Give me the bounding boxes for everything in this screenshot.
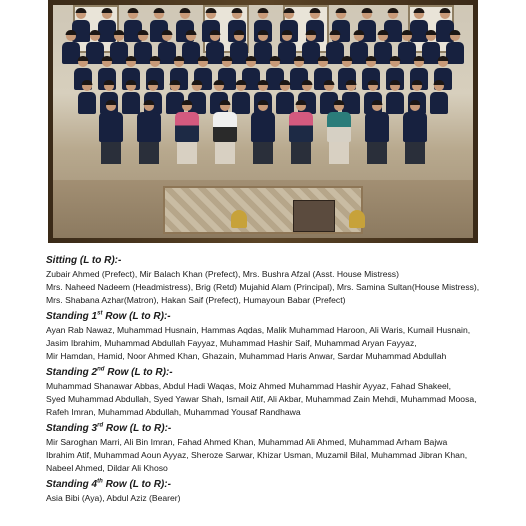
person-hair (366, 56, 377, 61)
person-hair (378, 30, 389, 35)
section-heading (46, 478, 486, 492)
person-hair (148, 80, 159, 85)
sitting-row (53, 101, 473, 164)
person-figure (327, 101, 351, 164)
caption-section-row-4 (46, 478, 486, 505)
name-line: Syed Muhammad Abdullah, Syed Yawar Shah, Ismail Atif, Ali Akbar, Muhammad Zain Mehdi, Muhammad Moosa, (46, 394, 477, 404)
caption-section-sitting (46, 254, 486, 307)
person-figure (403, 101, 427, 164)
person-hair (106, 100, 117, 105)
section-heading (46, 310, 486, 324)
person-hair (414, 56, 425, 61)
person-hair (334, 100, 345, 105)
person-hair (170, 80, 181, 85)
name-line: Mrs. Naheed Nadeem (Headmistress), Brig (Retd) Mujahid Alam (Principal), Mrs. Samina Sultan(House Mistress), (46, 282, 480, 292)
person-hair (346, 80, 357, 85)
person-legs (177, 142, 197, 164)
name-line: Jasim Ibrahim, Muhammad Abdullah Fayyaz, Muhammad Hashir Saif, Muhammad Aryan Fayyaz, (46, 338, 417, 348)
section-heading (46, 422, 486, 436)
person-hair (284, 8, 295, 13)
person-hair (126, 56, 137, 61)
name-line: Muhammad Shanawar Abbas, Abdul Hadi Waqas, Moiz Ahmed Muhammad Hashir Ayyaz, Fahad Shakeel, (46, 381, 452, 391)
person-hair (282, 30, 293, 35)
person-hair (214, 80, 225, 85)
person-hair (258, 30, 269, 35)
name-line: Mir Saroghan Marri, Ali Bin Imran, Fahad Ahmed Khan, Muhammad Ali Ahmed, Muhammad Arham Bajwa (46, 437, 448, 447)
person-hair (402, 30, 413, 35)
person-body (327, 112, 351, 142)
person-hair (246, 56, 257, 61)
heading-text: Standing 4 (46, 479, 98, 490)
person-body (365, 112, 389, 142)
person-legs (367, 142, 387, 164)
person-body (175, 112, 199, 142)
person-body (403, 112, 427, 142)
heading-text: Standing 3 (46, 423, 98, 434)
person-hair (66, 30, 77, 35)
heading-ordinal: st (97, 310, 103, 317)
person-hair (302, 80, 313, 85)
person-figure (289, 101, 313, 164)
person-hair (270, 56, 281, 61)
person-hair (154, 8, 165, 13)
person-body (99, 112, 123, 142)
person-hair (324, 80, 335, 85)
heading-suffix: Row (L to R):- (102, 311, 171, 322)
caption-section-row-3 (46, 422, 486, 475)
name-line: Asia Bibi (Aya), Abdul Aziz (Bearer) (46, 493, 181, 503)
person-hair (78, 56, 89, 61)
person-hair (128, 8, 139, 13)
person-hair (76, 8, 87, 13)
person-hair (306, 30, 317, 35)
heading-ordinal: th (97, 478, 103, 485)
person-hair (186, 30, 197, 35)
person-figure (251, 101, 275, 164)
heading-text: Sitting (L to R):- (46, 255, 122, 266)
person-legs (139, 142, 159, 164)
person-hair (144, 100, 155, 105)
photo-caption (46, 254, 486, 508)
person-hair (372, 100, 383, 105)
person-hair (258, 8, 269, 13)
person-hair (296, 100, 307, 105)
person-hair (280, 80, 291, 85)
person-hair (440, 8, 451, 13)
heading-ordinal: nd (97, 366, 105, 373)
person-hair (206, 8, 217, 13)
person-legs (101, 142, 121, 164)
person-hair (354, 30, 365, 35)
person-figure (213, 101, 237, 164)
person-hair (342, 56, 353, 61)
section-heading (46, 254, 486, 268)
person-hair (162, 30, 173, 35)
plaque (293, 200, 335, 232)
person-hair (330, 30, 341, 35)
person-hair (390, 56, 401, 61)
heading-text: Standing 1 (46, 311, 98, 322)
person-hair (236, 80, 247, 85)
person-hair (232, 8, 243, 13)
trophy (349, 210, 365, 228)
person-hair (82, 80, 93, 85)
name-line: Zubair Ahmed (Prefect), Mir Balach Khan (Prefect), Mrs. Bushra Afzal (Asst. House Mistress) (46, 269, 399, 279)
person-hair (210, 30, 221, 35)
person-hair (102, 56, 113, 61)
person-body (137, 112, 161, 142)
person-legs (253, 142, 273, 164)
group-photo (53, 5, 473, 238)
person-body (213, 112, 237, 142)
person-hair (318, 56, 329, 61)
name-line: Rafeh Imran, Muhammad Abdullah, Muhammad Yousaf Randhawa (46, 407, 301, 417)
caption-section-row-2 (46, 366, 486, 419)
person-legs (329, 142, 349, 164)
person-figure (365, 101, 389, 164)
photo-frame (48, 0, 478, 243)
person-hair (258, 100, 269, 105)
person-hair (258, 80, 269, 85)
person-hair (220, 100, 231, 105)
person-hair (182, 100, 193, 105)
person-figure (99, 101, 123, 164)
person-hair (438, 56, 449, 61)
person-hair (150, 56, 161, 61)
heading-suffix: Row (L to R):- (104, 367, 173, 378)
person-hair (310, 8, 321, 13)
person-hair (102, 8, 113, 13)
person-legs (291, 142, 311, 164)
person-hair (368, 80, 379, 85)
person-hair (412, 80, 423, 85)
person-hair (410, 100, 421, 105)
person-hair (294, 56, 305, 61)
person-hair (426, 30, 437, 35)
person-hair (450, 30, 461, 35)
name-line: Mrs. Shabana Azhar(Matron), Hakan Saif (Prefect), Humayoun Babar (Prefect) (46, 295, 346, 305)
person-hair (388, 8, 399, 13)
person-hair (362, 8, 373, 13)
heading-suffix: Row (L to R):- (102, 479, 171, 490)
person-legs (405, 142, 425, 164)
name-line: Ibrahim Atif, Muhammad Aoun Ayyaz, Sheroze Sarwar, Khizar Usman, Muzamil Bilal, Muhammad Jibran Khan, (46, 450, 468, 460)
person-hair (414, 8, 425, 13)
heading-ordinal: rd (97, 422, 104, 429)
person-hair (336, 8, 347, 13)
person-hair (126, 80, 137, 85)
person-hair (234, 30, 245, 35)
person-hair (174, 56, 185, 61)
person-hair (192, 80, 203, 85)
person-legs (215, 142, 235, 164)
heading-suffix: Row (L to R):- (103, 423, 172, 434)
person-figure (175, 101, 199, 164)
name-line: Ayan Rab Nawaz, Muhammad Husnain, Hammas Aqdas, Malik Muhammad Haroon, Ali Waris, Kumail Husnain, (46, 325, 471, 335)
person-hair (434, 80, 445, 85)
person-hair (390, 80, 401, 85)
name-line: Nabeel Ahmed, Dildar Ali Khoso (46, 463, 168, 473)
person-hair (138, 30, 149, 35)
person-hair (114, 30, 125, 35)
section-heading (46, 366, 486, 380)
person-hair (180, 8, 191, 13)
person-body (289, 112, 313, 142)
person-body (251, 112, 275, 142)
person-hair (198, 56, 209, 61)
person-hair (222, 56, 233, 61)
person-hair (104, 80, 115, 85)
heading-text: Standing 2 (46, 367, 98, 378)
trophy (231, 210, 247, 228)
person-figure (137, 101, 161, 164)
caption-section-row-1 (46, 310, 486, 363)
person-hair (90, 30, 101, 35)
name-line: Mir Hamdan, Hamid, Noor Ahmed Khan, Ghazain, Muhammad Haris Anwar, Sardar Muhammad Abdullah (46, 351, 447, 361)
